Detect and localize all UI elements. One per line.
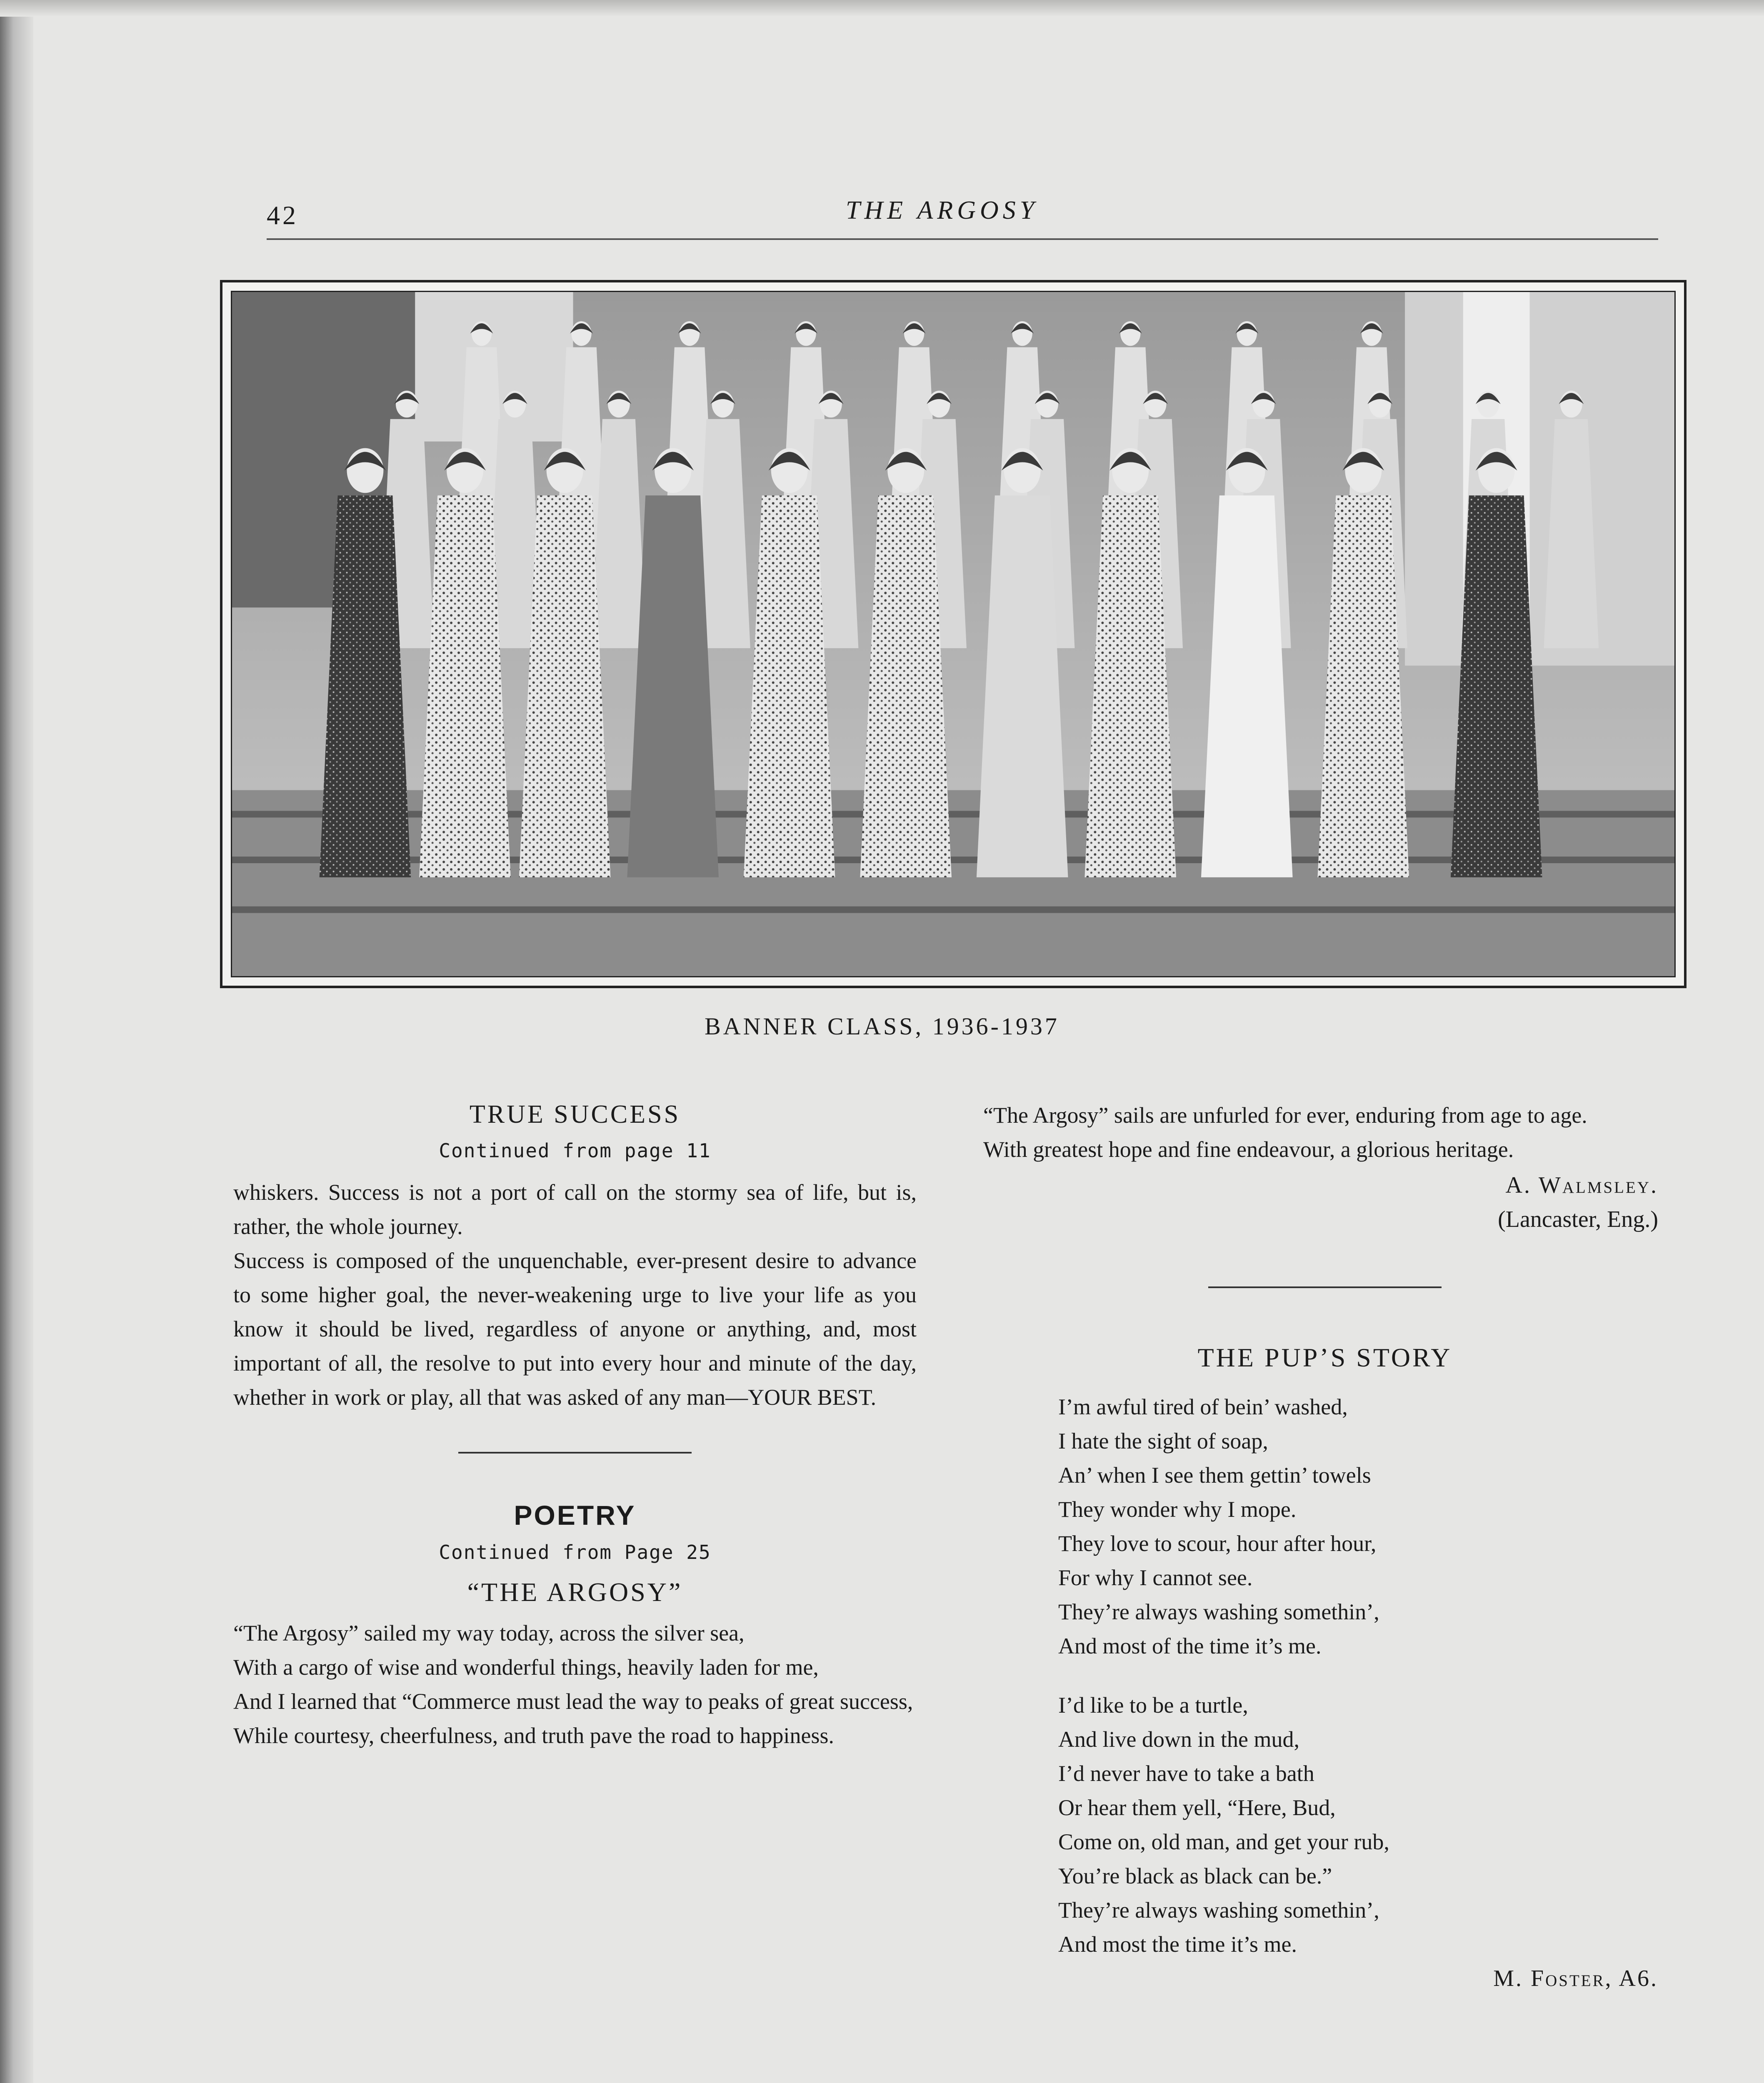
argosy-line-2: With a cargo of wise and wonderful things, heavily laden for me, (233, 1655, 819, 1680)
verse-line: I’m awful tired of bein’ washed, (1058, 1394, 1348, 1419)
pups-story-stanza-2 (983, 1688, 1667, 1961)
poetry-heading: POETRY (514, 1500, 636, 1531)
argosy-line-1: “The Argosy” sailed my way today, across the silver sea, (233, 1621, 745, 1646)
verse-line: I hate the sight of soap, (1058, 1429, 1268, 1454)
argosy-author: A. Walmsley. (1505, 1172, 1658, 1198)
true-success-title: TRUE SUCCESS (469, 1100, 681, 1129)
verse-line: Or hear them yell, “Here, Bud, (1058, 1795, 1336, 1820)
left-column (233, 1100, 917, 1754)
group-photo (231, 291, 1676, 977)
verse-line: I’d never have to take a bath (1058, 1761, 1314, 1786)
verse-line: You’re black as black can be.” (1058, 1863, 1332, 1888)
verse-line: An’ when I see them gettin’ towels (1058, 1463, 1371, 1488)
argosy-line-5: “The Argosy” sails are unfurled for ever, enduring from age to age. (983, 1103, 1587, 1128)
section-divider (458, 1452, 692, 1454)
pups-story-title: THE PUP’S STORY (1197, 1343, 1452, 1372)
header-rule (267, 238, 1658, 240)
page-number: 42 (267, 200, 298, 230)
verse-line: For why I cannot see. (1058, 1565, 1253, 1590)
argosy-line-3: And I learned that “Commerce must lead the way to peaks of great success, (233, 1689, 913, 1714)
true-success-paragraph-1: whiskers. Success is not a port of call on the stormy sea of life, but is, rather, the whole journey. (233, 1180, 917, 1239)
verse-line: And live down in the mud, (1058, 1727, 1299, 1752)
verse-line: And most the time it’s me. (1058, 1932, 1297, 1957)
scan-shadow (0, 0, 33, 2083)
scan-shadow-top (0, 0, 1764, 17)
photo-caption: BANNER CLASS, 1936-1937 (705, 1013, 1059, 1040)
verse-line: They love to scour, hour after hour, (1058, 1531, 1377, 1556)
verse-line: I’d like to be a turtle, (1058, 1693, 1248, 1718)
photo-frame (220, 280, 1687, 988)
true-success-continued: Continued from page 11 (439, 1139, 711, 1162)
argosy-line-6: With greatest hope and fine endeavour, a glorious heritage. (983, 1137, 1514, 1162)
section-divider-right (1208, 1286, 1442, 1288)
group-photo-image (232, 292, 1674, 976)
argosy-poem-title: “THE ARGOSY” (467, 1577, 683, 1607)
right-column (983, 1100, 1667, 1996)
running-title: THE ARGOSY (846, 196, 1039, 225)
verse-line: They’re always washing somethin’, (1058, 1898, 1379, 1923)
poetry-continued: Continued from Page 25 (439, 1541, 711, 1563)
verse-line: They’re always washing somethin’, (1058, 1599, 1379, 1624)
verse-line: Come on, old man, and get your rub, (1058, 1829, 1389, 1854)
verse-line: They wonder why I mope. (1058, 1497, 1297, 1522)
argosy-author-location: (Lancaster, Eng.) (1498, 1206, 1658, 1232)
true-success-paragraph-2: Success is composed of the unquenchable, ever-present desire to advance to some higher goal, the never-weakening urge to live your life as you know it should be lived, regardless of anyone or anything, and, most important of all, the resolve to put into every hour and minute of the day, whether in work or play, all that was asked of any man—YOUR BEST. (233, 1248, 917, 1410)
argosy-line-4: While courtesy, cheerfulness, and truth pave the road to happiness. (233, 1723, 835, 1748)
verse-line: And most of the time it’s me. (1058, 1633, 1322, 1658)
pups-story-author: M. Foster, A6. (1493, 1966, 1658, 1991)
pups-story-stanza-1 (983, 1390, 1667, 1663)
